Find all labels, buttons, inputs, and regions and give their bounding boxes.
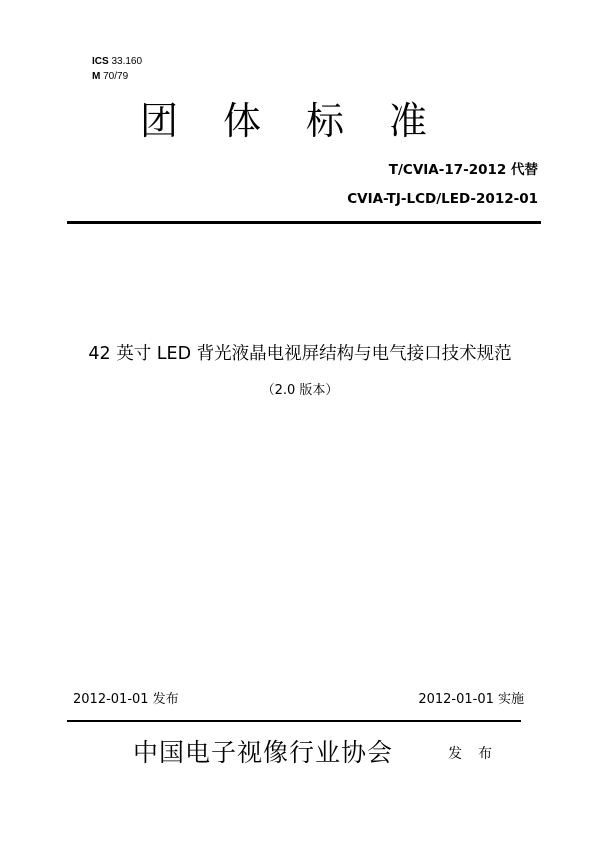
document-version: （2.0 版本） xyxy=(261,383,339,398)
bottom-divider xyxy=(67,720,521,722)
replaced-standard-number: CVIA-TJ-LCD/LED-2012-01 xyxy=(347,191,538,207)
ics-value: 33.160 xyxy=(111,56,143,67)
ics-code xyxy=(92,55,142,69)
classification-code xyxy=(92,70,128,84)
implement-date: 2012-01-01 实施 xyxy=(418,692,524,707)
ics-label: ICS xyxy=(92,56,109,67)
publish-date: 2012-01-01 发布 xyxy=(73,692,179,707)
top-divider xyxy=(67,221,541,224)
issue-label: 发布 xyxy=(448,746,508,762)
classification-label: M xyxy=(92,71,101,82)
standard-number: T/CVIA-17-2012 代替 xyxy=(388,162,538,178)
standard-type-title: 团体标准 xyxy=(140,99,473,143)
classification-value: 70/79 xyxy=(103,71,129,82)
document-title: 42 英寸 LED 背光液晶电视屏结构与电气接口技术规范 xyxy=(88,344,512,364)
issuing-organization: 中国电子视像行业协会 xyxy=(133,738,394,767)
